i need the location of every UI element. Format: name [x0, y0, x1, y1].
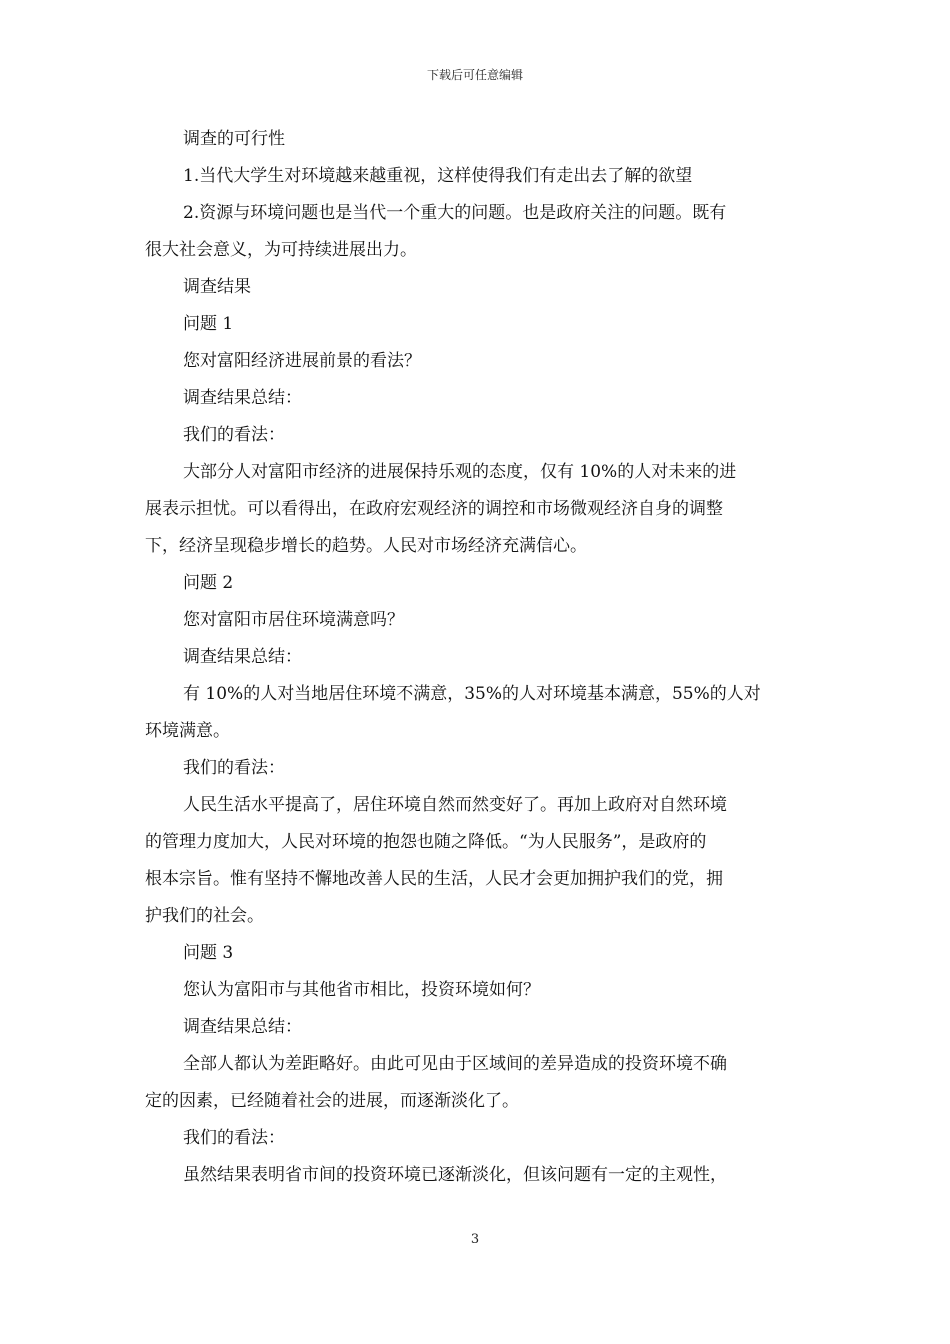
- text-line: 我们的看法：: [183, 1128, 285, 1148]
- text-line: 问题 3: [183, 943, 234, 963]
- text-line: 您对富阳经济进展前景的看法？: [183, 351, 421, 371]
- text-line: 调查结果总结：: [183, 1017, 302, 1037]
- text-line: 定的因素，已经随着社会的进展，而逐渐淡化了。: [145, 1091, 519, 1111]
- text-line: 您认为富阳市与其他省市相比，投资环境如何？: [183, 980, 540, 1000]
- text-line: 虽然结果表明省市间的投资环境已逐渐淡化，但该问题有一定的主观性，: [183, 1165, 727, 1185]
- page-header: 下载后可任意编辑: [426, 68, 523, 82]
- text-line: 全部人都认为差距略好。由此可见由于区域间的差异造成的投资环境不确: [183, 1054, 727, 1074]
- text-line: 有 10%的人对当地居住环境不满意，35%的人对环境基本满意，55%的人对: [183, 684, 761, 704]
- text-line: 根本宗旨。惟有坚持不懈地改善人民的生活，人民才会更加拥护我们的党，拥: [145, 869, 723, 889]
- text-line: 2.资源与环境问题也是当代一个重大的问题。也是政府关注的问题。既有: [183, 203, 727, 223]
- text-line: 调查结果: [183, 277, 251, 297]
- text-line: 调查的可行性: [183, 129, 285, 149]
- text-line: 环境满意。: [145, 721, 230, 741]
- document-body: [145, 121, 811, 1194]
- text-line: 调查结果总结：: [183, 388, 302, 408]
- text-line: 人民生活水平提高了，居住环境自然而然变好了。再加上政府对自然环境: [183, 795, 727, 815]
- text-line: 1.当代大学生对环境越来越重视，这样使得我们有走出去了解的欲望: [183, 166, 693, 186]
- text-line: 的管理力度加大，人民对环境的抱怨也随之降低。“为人民服务”，是政府的: [145, 832, 707, 852]
- text-line: 问题 2: [183, 573, 234, 593]
- text-line: 大部分人对富阳市经济的进展保持乐观的态度，仅有 10%的人对未来的进: [183, 462, 737, 482]
- text-line: 我们的看法：: [183, 425, 285, 445]
- text-line: 我们的看法：: [183, 758, 285, 778]
- page-number: 3: [470, 1232, 480, 1247]
- text-line: 展表示担忧。可以看得出，在政府宏观经济的调控和市场微观经济自身的调整: [145, 499, 723, 519]
- text-line: 护我们的社会。: [145, 906, 264, 926]
- text-line: 很大社会意义，为可持续进展出力。: [145, 240, 417, 260]
- text-line: 下，经济呈现稳步增长的趋势。人民对市场经济充满信心。: [145, 536, 587, 556]
- text-line: 您对富阳市居住环境满意吗？: [183, 610, 404, 630]
- text-line: 问题 1: [183, 314, 234, 334]
- text-line: 调查结果总结：: [183, 647, 302, 667]
